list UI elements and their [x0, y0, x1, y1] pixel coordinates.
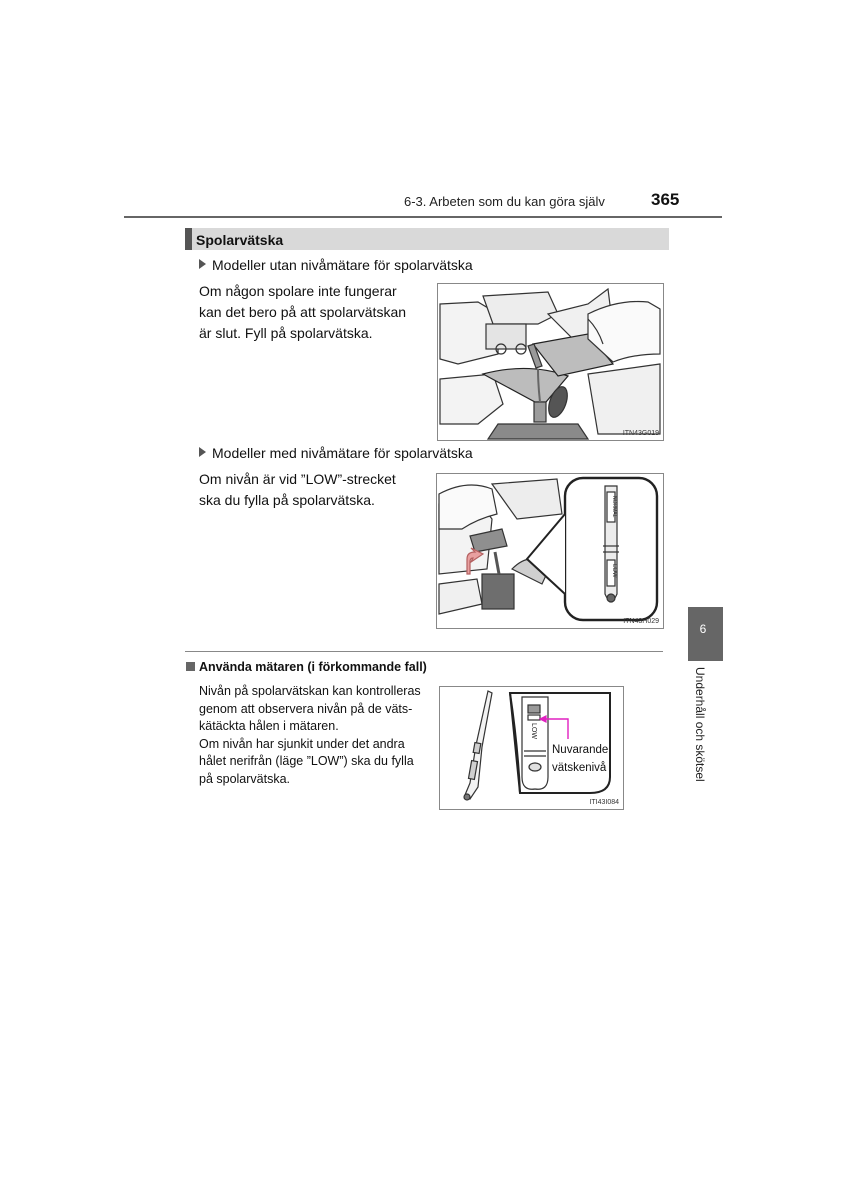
- gauge-mark-normal: NORMAL: [611, 496, 617, 518]
- header-section-title: 6-3. Arbeten som du kan göra själv: [404, 194, 605, 209]
- models-without-text: [199, 281, 427, 344]
- gauge-low-label: LOW: [530, 723, 537, 739]
- gauge-refill-drawing: [437, 474, 663, 628]
- subsection-text: [199, 683, 437, 788]
- callout-line-1: Nuvarande: [552, 744, 609, 756]
- text-line: genom att observera nivån på de väts-: [199, 701, 413, 716]
- models-without-heading: [199, 257, 473, 273]
- text-line: är slut. Fyll på spolarvätska.: [199, 325, 373, 341]
- text-line: kan det bero på att spolarvätskan: [199, 304, 407, 320]
- callout-line-2: vätskenivå: [552, 762, 607, 774]
- models-with-heading: [199, 445, 473, 461]
- section-title: Spolarvätska: [196, 232, 284, 248]
- chapter-label: Underhåll och skötsel: [693, 667, 707, 782]
- text-line: Om nivån har sjunkit under det andra: [199, 736, 405, 751]
- gauge-refill-illustration: [436, 473, 664, 629]
- page-number: 365: [651, 190, 680, 209]
- figure-code: ITN43H029: [623, 618, 659, 625]
- header-divider: [124, 216, 722, 218]
- triangle-bullet-icon: [199, 259, 206, 269]
- text-line: Om någon spolare inte fungerar: [199, 283, 397, 299]
- square-bullet-icon: [186, 662, 195, 671]
- text-line: på spolarvätska.: [199, 771, 291, 786]
- text-line: Nivån på spolarvätskan kan kontrolleras: [199, 684, 421, 698]
- gauge-detail-illustration: [439, 686, 624, 810]
- funnel-refill-illustration: [437, 283, 664, 441]
- subsection-title: Använda mätaren (i förkommande fall): [199, 660, 427, 674]
- subsection-heading: [186, 660, 427, 674]
- gauge-mark-low: LOW: [611, 564, 617, 578]
- funnel-refill-drawing: [438, 284, 663, 440]
- gauge-detail-drawing: [440, 687, 623, 809]
- models-with-label: Modeller med nivåmätare för spolarvätska: [212, 445, 473, 461]
- triangle-bullet-icon: [199, 447, 206, 457]
- text-line: ska du fylla på spolarvätska.: [199, 492, 375, 508]
- chapter-number: 6: [699, 622, 707, 636]
- figure-code: ITI43I084: [589, 799, 619, 806]
- text-line: Om nivån är vid ”LOW”-strecket: [199, 471, 396, 487]
- text-line: hålet nerifrån (läge ”LOW”) ska du fylla: [199, 754, 414, 768]
- models-without-label: Modeller utan nivåmätare för spolarvätska: [212, 257, 473, 273]
- section-divider: [185, 651, 663, 652]
- models-with-text: [199, 469, 427, 511]
- text-line: kätäckta hålen i mätaren.: [199, 719, 339, 733]
- figure-code: ITN43G019: [622, 430, 659, 437]
